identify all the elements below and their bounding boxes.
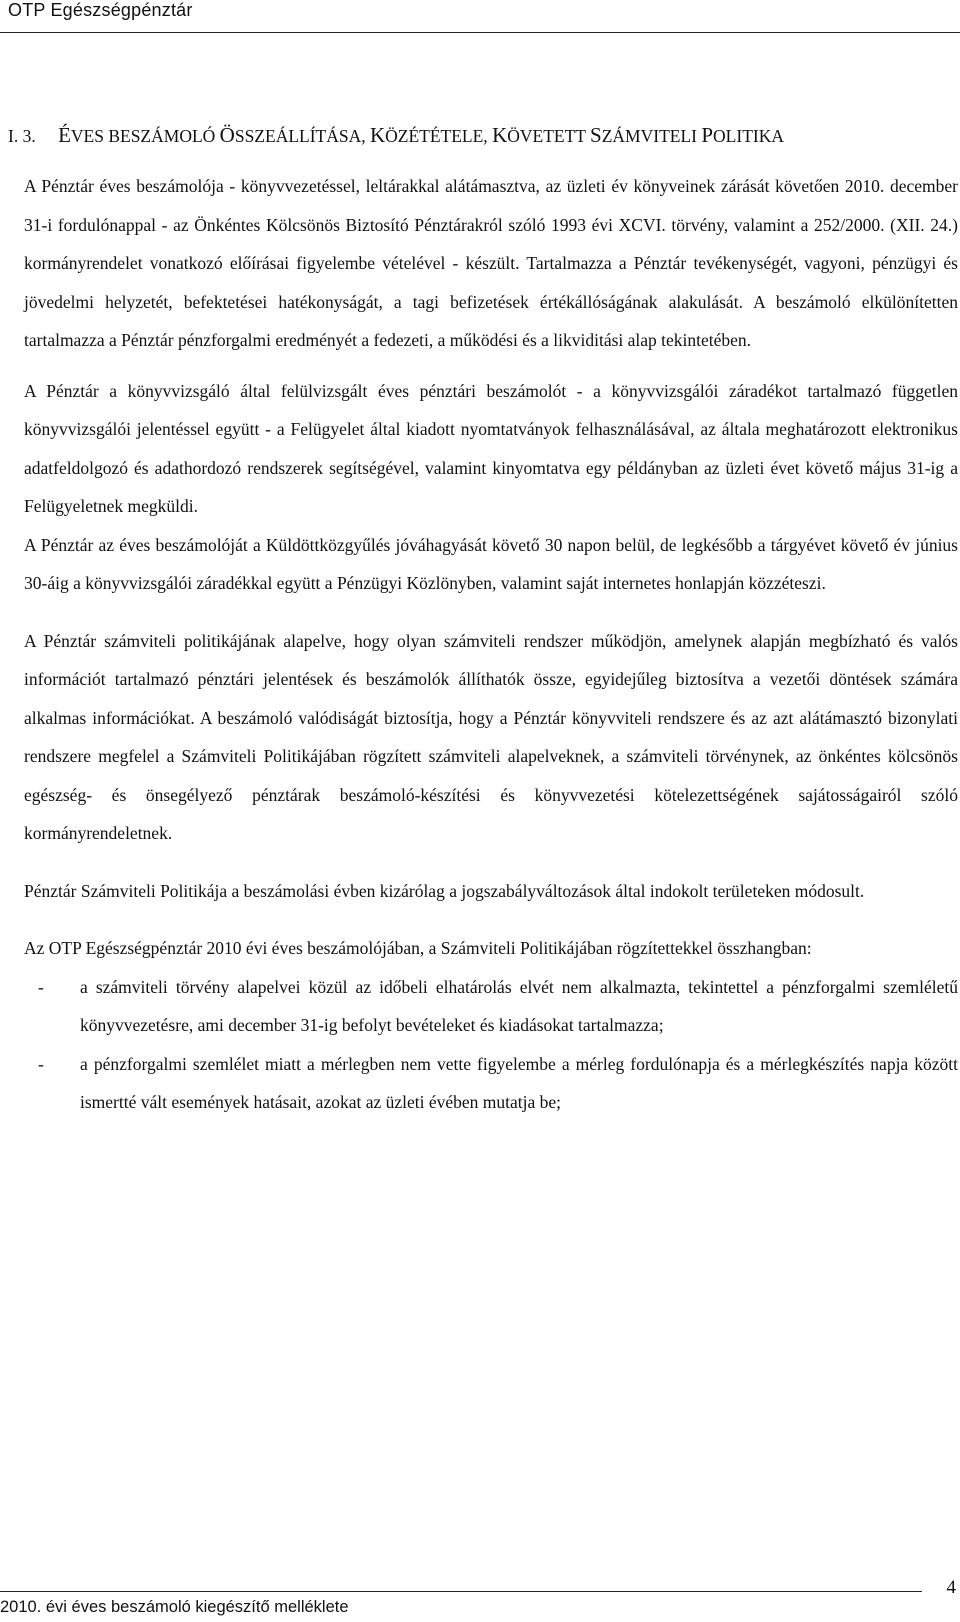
title-word: ÖZÉTÉTELE,	[385, 126, 493, 146]
title-initial: É	[58, 123, 71, 147]
title-word: SSZEÁLLÍTÁSA,	[234, 126, 370, 146]
paragraph: A Pénztár az éves beszámolóját a Küldöttközgyűlés jóváhagyását követő 30 napon belül, de legkésőbb a tárgyévet követő év június 30-áig a könyvvizsgálói záradékkal együtt a Pénzügyi Közlönyben, valamint saját internetes honlapján közzéteszi.	[24, 534, 958, 593]
header-divider	[0, 32, 960, 33]
title-initial: S	[590, 123, 602, 147]
title-initial: Ö	[219, 123, 235, 147]
bullet-marker: -	[38, 1053, 44, 1074]
list-item-text: a pénzforgalmi szemlélet miatt a mérlegben nem vette figyelembe a mérleg fordulónapja és a mérlegkészítés napja között ismertté vált események hatásait, azokat az üzleti évében mutatja be;	[80, 1053, 958, 1112]
page-header: OTP Egészségpénztár	[8, 0, 193, 20]
list-item	[24, 1045, 958, 1122]
section-number: I. 3.	[8, 126, 36, 146]
title-word: ZÁMVITELI	[601, 126, 702, 146]
title-word: OLITIKA	[713, 126, 784, 146]
bullet-list	[24, 968, 958, 1122]
title-initial: K	[369, 123, 386, 147]
paragraph: A Pénztár éves beszámolója - könyvvezetéssel, leltárakkal alátámasztva, az üzleti év könyveinek zárását követően 2010. december 31-i fordulónappal - az Önkéntes Kölcsönös Biztosító Pénztárakról szóló 1993 évi XCVI. törvény, valamint a 252/2000. (XII. 24.) kormányrendelet vonatkozó előírásai figyelembe vételével - készült. Tartalmazza a Pénztár tevékenységét, vagyoni, pénzügyi és jövedelmi helyzetét, befektetései hatékonyságát, a tagi befizetések értékállóságának alakulását. A beszámoló elkülönítetten tartalmazza a Pénztár pénzforgalmi eredményét a fedezeti, a működési és a likviditási alap tekintetében.	[24, 176, 958, 350]
footer-divider	[0, 1591, 922, 1592]
paragraph-spacer	[24, 603, 958, 622]
section-title	[8, 123, 784, 148]
page-footer: 2010. évi éves beszámoló kiegészítő melléklete	[0, 1598, 349, 1616]
title-initial: P	[701, 123, 714, 147]
document-body	[24, 167, 958, 1122]
paragraph-spacer	[24, 910, 958, 929]
paragraph: Az OTP Egészségpénztár 2010 évi éves beszámolójában, a Számviteli Politikájában rögzítettekkel összhangban:	[24, 938, 812, 958]
title-word: VES BESZÁMOLÓ	[70, 126, 220, 146]
paragraph-spacer	[24, 853, 958, 872]
list-item	[24, 968, 958, 1045]
bullet-marker: -	[38, 976, 44, 997]
title-word: ÖVETETT	[507, 126, 591, 146]
paragraph: A Pénztár a könyvvizsgáló által felülvizsgált éves pénztári beszámolót - a könyvvizsgálói záradékot tartalmazó független könyvvizsgálói jelentéssel együtt - a Felügyelet által kiadott nyomtatványok felhasználásával, az általa meghatározott elektronikus adatfeldolgozó és adathordozó rendszerek segítségével, valamint kinyomtatva egy példányban az üzleti évet követő május 31-ig a Felügyeletnek megküldi.	[24, 380, 958, 516]
section-title-text	[54, 123, 784, 147]
page-number: 4	[946, 1577, 956, 1598]
list-item-text: a számviteli törvény alapelvei közül az időbeli elhatárolás elvét nem alkalmazta, tekintettel a pénzforgalmi szemléletű könyvvezetésre, ami december 31-ig befolyt bevételeket és kiadásokat tartalmazza;	[80, 976, 958, 1035]
paragraph-spacer	[24, 360, 958, 372]
paragraph: Pénztár Számviteli Politikája a beszámolási évben kizárólag a jogszabályváltozások által indokolt területeken módosult.	[24, 880, 865, 901]
paragraph: A Pénztár számviteli politikájának alapelve, hogy olyan számviteli rendszer működjön, amelynek alapján megbízható és valós információt tartalmazó pénztári jelentések és beszámolók állíthatók össze, egyidejűleg biztosítva a vezetői döntések számára alkalmas információkat. A beszámoló valódiságát biztosítja, hogy a Pénztár könyvviteli rendszere és az azt alátámasztó bizonylati rendszere megfelel a Számviteli Politikájában rögzített számviteli alapelveknek, a számviteli törvénynek, az önkéntes kölcsönös egészség- és önsegélyező pénztárak beszámoló-készítési és könyvvezetési kötelezettségének sajátosságairól szóló kormányrendeletnek.	[24, 630, 958, 843]
title-initial: K	[492, 123, 508, 147]
